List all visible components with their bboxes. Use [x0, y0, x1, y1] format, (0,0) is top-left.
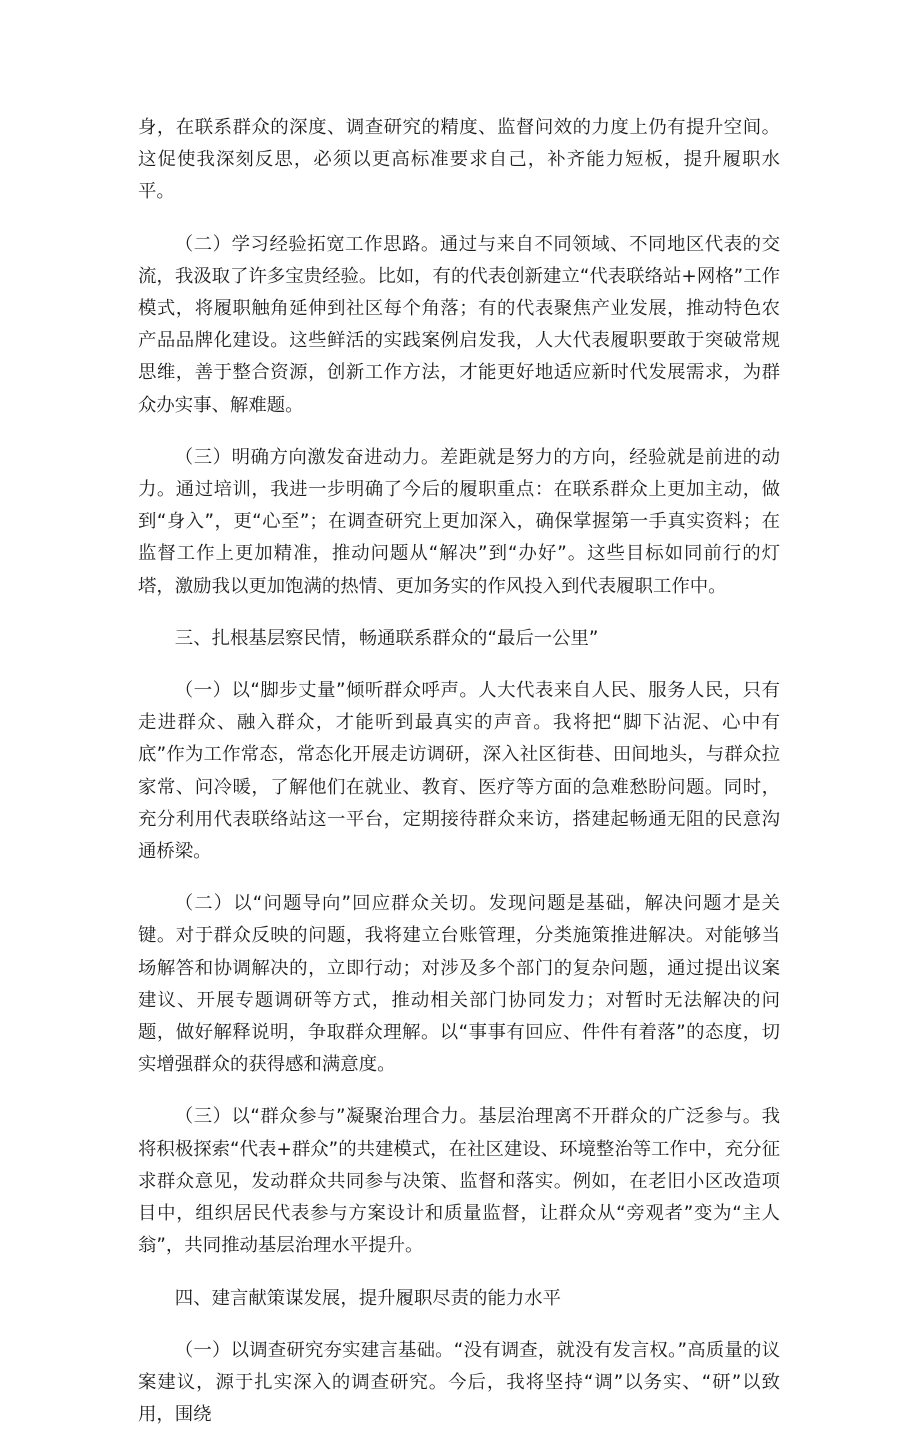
- subsection-paragraph-2-2: （二）学习经验拓宽工作思路。通过与来自不同领域、不同地区代表的交流，我汲取了许多宝贵经验。比如，有的代表创新建立“代表联络站+网格”工作模式，将履职触角延伸到社区每个角落；有的代表聚焦产业发展，推动特色农产品品牌化建设。这些鲜活的实践案例启发我，人大代表履职要敢于突破常规思维，善于整合资源，创新工作方法，才能更好地适应新时代发展需求，为群众办实事、解难题。: [138, 233, 780, 416]
- continuation-paragraph: 身，在联系群众的深度、调查研究的精度、监督问效的力度上仍有提升空间。这促使我深刻反思，必须以更高标准要求自己，补齐能力短板，提升履职水平。: [138, 117, 780, 203]
- section-heading-4: 四、建言献策谋发展，提升履职尽责的能力水平: [174, 1287, 562, 1309]
- section-heading-3: 三、扎根基层察民情，畅通联系群众的“最后一公里”: [174, 627, 599, 649]
- subsection-paragraph-3-2: （二）以“问题导向”回应群众关切。发现问题是基础，解决问题才是关键。对于群众反映的问题，我将建立台账管理，分类施策推进解决。对能够当场解答和协调解决的，立即行动；对涉及多个部门的复杂问题，通过提出议案建议、开展专题调研等方式，推动相关部门协同发力；对暂时无法解决的问题，做好解释说明，争取群众理解。以“事事有回应、件件有着落”的态度，切实增强群众的获得感和满意度。: [138, 893, 780, 1076]
- subsection-paragraph-3-3: （三）以“群众参与”凝聚治理合力。基层治理离不开群众的广泛参与。我将积极探索“代表+群众”的共建模式，在社区建设、环境整治等工作中，充分征求群众意见，发动群众共同参与决策、监督和落实。例如，在老旧小区改造项目中，组织居民代表参与方案设计和质量监督，让群众从“旁观者”变为“主人翁”，共同推动基层治理水平提升。: [138, 1106, 780, 1257]
- subsection-paragraph-2-3: （三）明确方向激发奋进动力。差距就是努力的方向，经验就是前进的动力。通过培训，我进一步明确了今后的履职重点：在联系群众上更加主动，做到“身入”，更“心至”；在调查研究上更加深入，确保掌握第一手真实资料；在监督工作上更加精准，推动问题从“解决”到“办好”。这些目标如同前行的灯塔，激励我以更加饱满的热情、更加务实的作风投入到代表履职工作中。: [138, 446, 780, 597]
- subsection-paragraph-4-1: （一）以调查研究夯实建言基础。“没有调查，就没有发言权。”高质量的议案建议，源于扎实深入的调查研究。今后，我将坚持“调”以务实、“研”以致用，围绕: [138, 1339, 780, 1426]
- subsection-paragraph-3-1: （一）以“脚步丈量”倾听群众呼声。人大代表来自人民、服务人民，只有走进群众、融入群众，才能听到最真实的声音。我将把“脚下沾泥、心中有底”作为工作常态，常态化开展走访调研，深入社区街巷、田间地头，与群众拉家常、问冷暖，了解他们在就业、教育、医疗等方面的急难愁盼问题。同时，充分利用代表联络站这一平台，定期接待群众来访，搭建起畅通无阻的民意沟通桥梁。: [138, 680, 780, 863]
